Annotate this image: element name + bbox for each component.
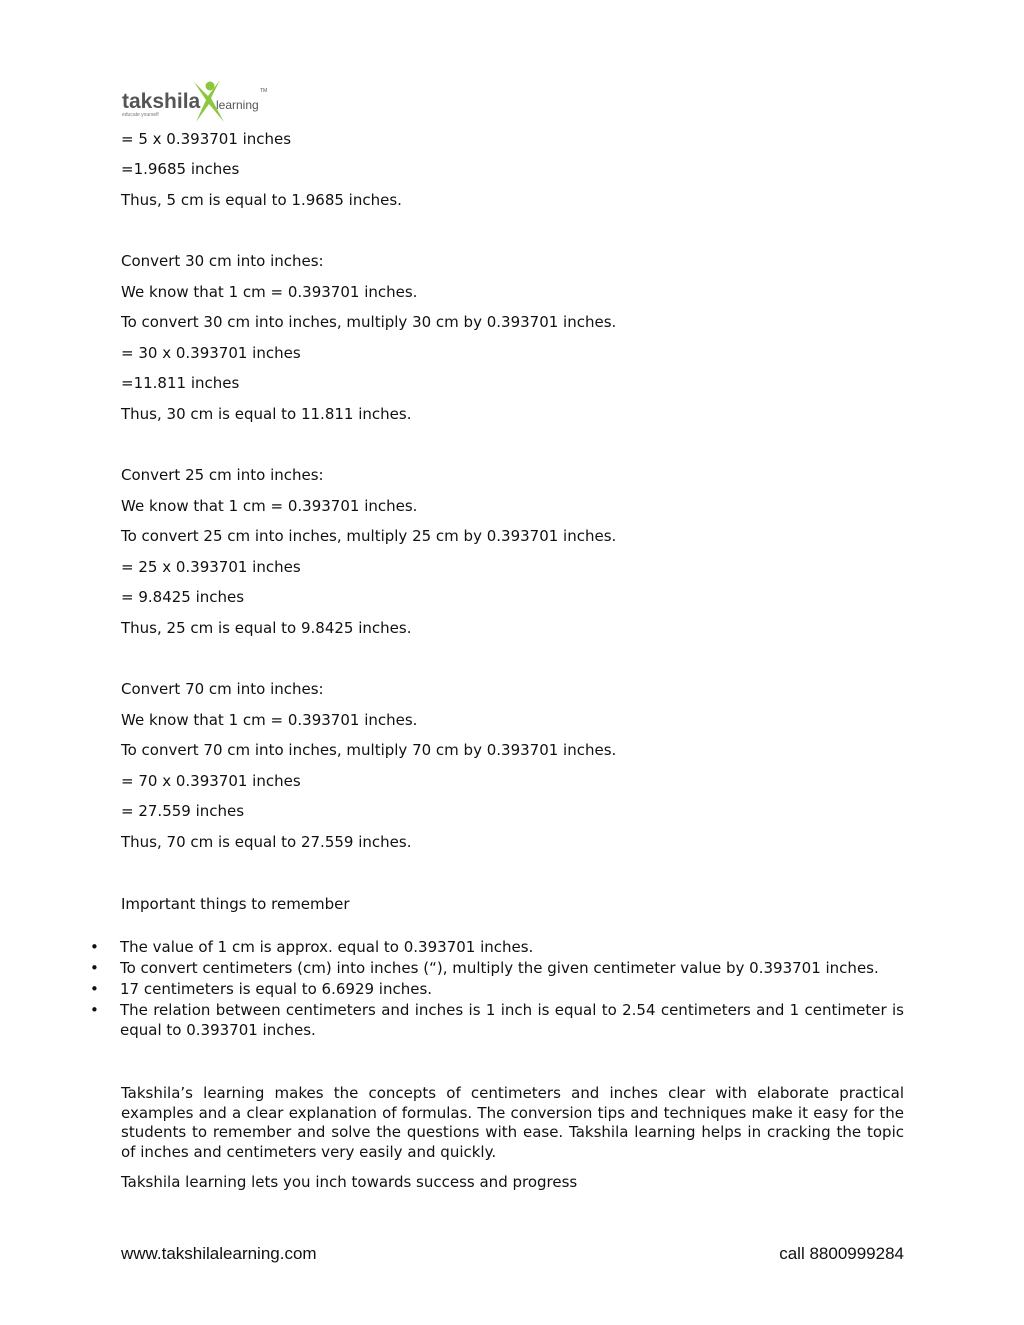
text-line: We know that 1 cm = 0.393701 inches. (121, 497, 418, 515)
text-line: We know that 1 cm = 0.393701 inches. (121, 711, 418, 729)
logo-trademark: TM (260, 88, 268, 94)
bullet-icon: • (90, 1001, 99, 1019)
list-item (90, 979, 904, 999)
text-line: =1.9685 inches (121, 160, 240, 178)
text-line: = 5 x 0.393701 inches (121, 130, 292, 148)
list-item-text: 17 centimeters is equal to 6.6929 inches. (120, 980, 433, 998)
important-points-list (90, 937, 904, 1041)
text-line: Thus, 70 cm is equal to 27.559 inches. (121, 833, 412, 851)
text-line: =11.811 inches (121, 374, 240, 392)
list-item (90, 1000, 904, 1040)
section-heading-important: Important things to remember (121, 895, 350, 913)
list-item-text: The value of 1 cm is approx. equal to 0.393701 inches. (120, 938, 534, 956)
text-line: To convert 70 cm into inches, multiply 70 cm by 0.393701 inches. (121, 741, 617, 759)
text-line: = 30 x 0.393701 inches (121, 344, 301, 362)
section-heading-70cm: Convert 70 cm into inches: (121, 680, 324, 698)
bullet-icon: • (90, 980, 99, 998)
footer-phone: call 8800999284 (779, 1244, 904, 1263)
section-heading-25cm: Convert 25 cm into inches: (121, 466, 324, 484)
list-item (90, 937, 904, 957)
text-line: Thus, 30 cm is equal to 11.811 inches. (121, 405, 412, 423)
logo-word-takshila: takshila (122, 90, 201, 113)
list-item (90, 958, 904, 978)
section-heading-30cm: Convert 30 cm into inches: (121, 252, 324, 270)
text-line: Thus, 5 cm is equal to 1.9685 inches. (121, 191, 402, 209)
logo-word-learning: learning (216, 98, 259, 112)
text-line: To convert 25 cm into inches, multiply 25 cm by 0.393701 inches. (121, 527, 617, 545)
list-item-text: The relation between centimeters and inches is 1 inch is equal to 2.54 centimeters and 1 centimeter is equal to 0.393701 inches. (120, 1001, 904, 1039)
closing-line: Takshila learning lets you inch towards success and progress (121, 1173, 578, 1191)
footer-website-link[interactable]: www.takshilalearning.com (121, 1244, 317, 1263)
bullet-icon: • (90, 959, 99, 977)
text-line: = 9.8425 inches (121, 588, 245, 606)
text-line: = 27.559 inches (121, 802, 245, 820)
text-line: To convert 30 cm into inches, multiply 30 cm by 0.393701 inches. (121, 313, 617, 331)
text-line: = 25 x 0.393701 inches (121, 558, 301, 576)
takshila-logo (120, 78, 270, 128)
list-item-text: To convert centimeters (cm) into inches (“), multiply the given centimeter value by 0.393701 inches. (120, 959, 879, 977)
bullet-icon: • (90, 938, 99, 956)
text-line: Thus, 25 cm is equal to 9.8425 inches. (121, 619, 412, 637)
summary-paragraph: Takshila’s learning makes the concepts of centimeters and inches clear with elaborate practical examples and a clear explanation of formulas. The conversion tips and techniques make it easy for the students to remember and solve the questions with ease. Takshila learning helps in cracking the topic of inches and centimeters very easily and quickly. (121, 1084, 904, 1161)
text-line: = 70 x 0.393701 inches (121, 772, 301, 790)
text-line: We know that 1 cm = 0.393701 inches. (121, 283, 418, 301)
logo-tagline: educate yourself (122, 112, 159, 118)
